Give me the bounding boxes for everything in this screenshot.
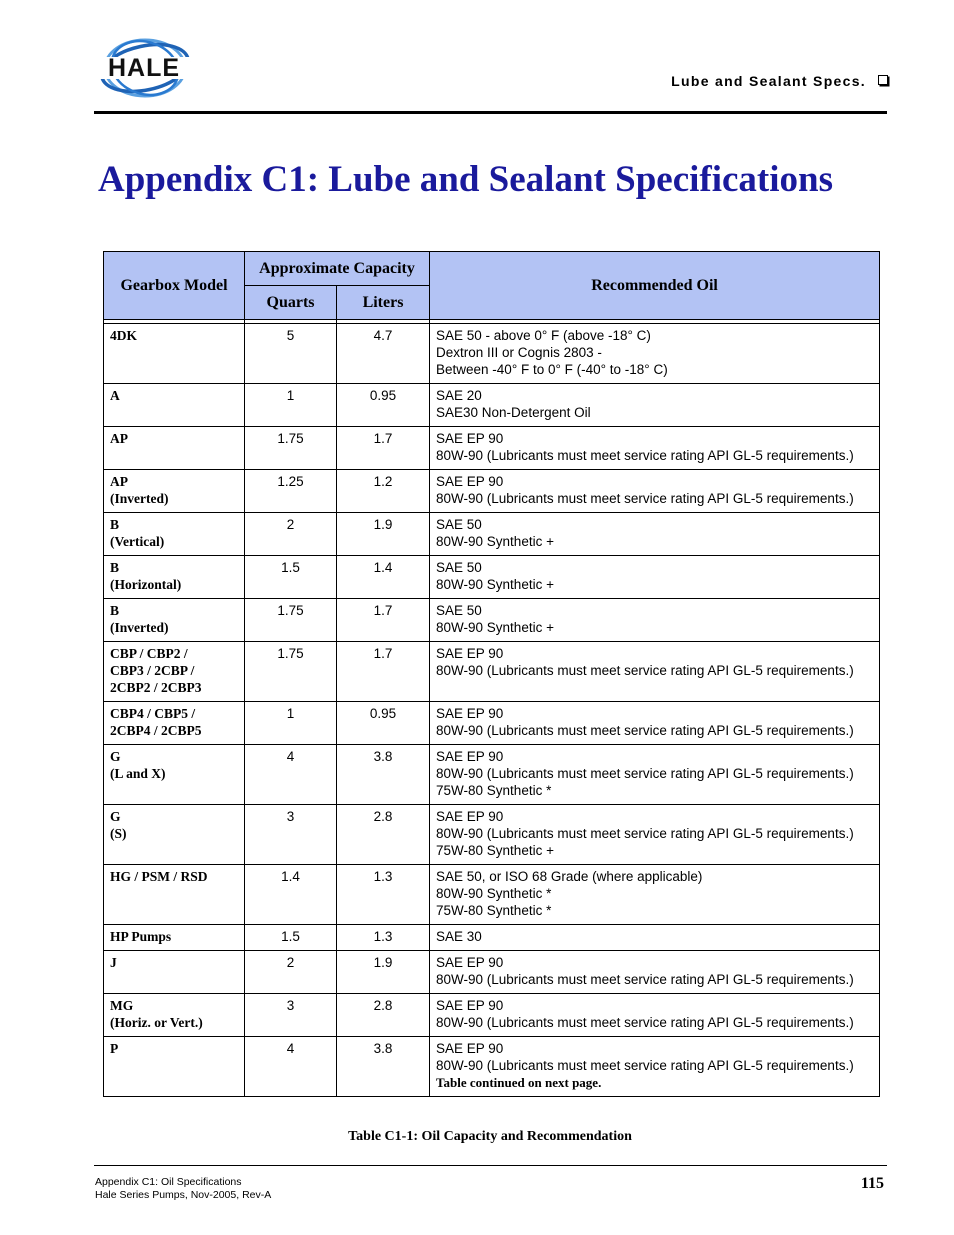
- cell-quarts: 1: [245, 384, 337, 427]
- table-row: [104, 470, 880, 513]
- model-line: 2CBP2 / 2CBP3: [110, 680, 202, 695]
- cell-liters: 1.7: [337, 642, 430, 702]
- model-line: A: [110, 388, 120, 403]
- table-row: [104, 1037, 880, 1097]
- cell-gearbox-model: [104, 951, 245, 994]
- cell-liters: 0.95: [337, 384, 430, 427]
- oil-line: 75W-80 Synthetic *: [436, 903, 552, 918]
- cell-gearbox-model: [104, 642, 245, 702]
- oil-line: 80W-90 (Lubricants must meet service rating API GL-5 requirements.): [436, 723, 854, 738]
- cell-recommended-oil: [430, 513, 880, 556]
- cell-recommended-oil: [430, 702, 880, 745]
- oil-line: SAE 50: [436, 517, 482, 532]
- cell-liters: 2.8: [337, 994, 430, 1037]
- cell-quarts: 3: [245, 994, 337, 1037]
- header-approximate-capacity: Approximate Capacity: [245, 252, 430, 286]
- oil-line: SAE EP 90: [436, 431, 504, 446]
- table-row: [104, 599, 880, 642]
- table-row: [104, 805, 880, 865]
- cell-liters: 3.8: [337, 745, 430, 805]
- table-caption: Table C1-1: Oil Capacity and Recommendation: [348, 1129, 632, 1144]
- cell-gearbox-model: [104, 384, 245, 427]
- cell-quarts: 1.25: [245, 470, 337, 513]
- model-line: 2CBP4 / 2CBP5: [110, 723, 202, 738]
- cell-quarts: 3: [245, 805, 337, 865]
- cell-quarts: 4: [245, 745, 337, 805]
- cell-recommended-oil: [430, 805, 880, 865]
- oil-line: 80W-90 (Lubricants must meet service rating API GL-5 requirements.): [436, 972, 854, 987]
- oil-line: 75W-80 Synthetic +: [436, 843, 554, 858]
- model-line: HG / PSM / RSD: [110, 869, 208, 884]
- cell-gearbox-model: [104, 513, 245, 556]
- model-line: J: [110, 955, 117, 970]
- oil-line: 80W-90 (Lubricants must meet service rating API GL-5 requirements.): [436, 491, 854, 506]
- cell-liters: 1.7: [337, 599, 430, 642]
- table-row: [104, 642, 880, 702]
- model-line: CBP3 / 2CBP /: [110, 663, 195, 678]
- cell-recommended-oil: [430, 384, 880, 427]
- cell-recommended-oil: [430, 1037, 880, 1097]
- page-title: Appendix C1: Lube and Sealant Specifications: [98, 159, 833, 200]
- cell-gearbox-model: [104, 805, 245, 865]
- table-row: [104, 324, 880, 384]
- model-line: B: [110, 603, 120, 618]
- table-row: [104, 427, 880, 470]
- cell-recommended-oil: [430, 324, 880, 384]
- cell-quarts: 1.5: [245, 925, 337, 951]
- oil-line: SAE 30: [436, 929, 482, 944]
- model-line: HP Pumps: [110, 929, 172, 944]
- oil-line: SAE 20: [436, 388, 482, 403]
- model-line: 4DK: [110, 328, 137, 343]
- model-line: (Inverted): [110, 620, 169, 635]
- oil-line: 80W-90 (Lubricants must meet service rating API GL-5 requirements.): [436, 1058, 854, 1073]
- model-line: (Inverted): [110, 491, 169, 506]
- cell-recommended-oil: [430, 470, 880, 513]
- header-quarts: Quarts: [245, 286, 337, 320]
- oil-line: SAE EP 90: [436, 998, 504, 1013]
- oil-line: 80W-90 Synthetic +: [436, 577, 554, 592]
- oil-line: SAE EP 90: [436, 1041, 504, 1056]
- model-line: B: [110, 517, 120, 532]
- oil-line: 80W-90 Synthetic +: [436, 620, 554, 635]
- cell-recommended-oil: [430, 556, 880, 599]
- oil-line: SAE 50 - above 0° F (above -18° C): [436, 328, 651, 343]
- model-line: B: [110, 560, 120, 575]
- section-label: [671, 73, 888, 89]
- cell-quarts: 2: [245, 513, 337, 556]
- cell-recommended-oil: [430, 951, 880, 994]
- cell-liters: 3.8: [337, 1037, 430, 1097]
- page-number: 115: [860, 1175, 884, 1192]
- table-body: [104, 320, 880, 1097]
- model-line: CBP / CBP2 /: [110, 646, 188, 661]
- header-liters: Liters: [337, 286, 430, 320]
- cell-quarts: 1.5: [245, 556, 337, 599]
- cell-liters: 1.3: [337, 925, 430, 951]
- cell-gearbox-model: [104, 1037, 245, 1097]
- cell-quarts: 4: [245, 1037, 337, 1097]
- cell-quarts: 5: [245, 324, 337, 384]
- cell-recommended-oil: [430, 994, 880, 1037]
- table-row: [104, 556, 880, 599]
- cell-quarts: 1.75: [245, 427, 337, 470]
- oil-line: SAE 50: [436, 603, 482, 618]
- oil-line: 80W-90 (Lubricants must meet service rating API GL-5 requirements.): [436, 766, 854, 781]
- oil-line: 80W-90 (Lubricants must meet service rating API GL-5 requirements.): [436, 448, 854, 463]
- cell-liters: 1.2: [337, 470, 430, 513]
- table-row: [104, 384, 880, 427]
- cell-gearbox-model: [104, 556, 245, 599]
- oil-line: 80W-90 (Lubricants must meet service rating API GL-5 requirements.): [436, 663, 854, 678]
- footer-rule: [94, 1165, 887, 1166]
- footer-line-1: Appendix C1: Oil Specifications: [95, 1176, 242, 1188]
- oil-line: Dextron III or Cognis 2803 -: [436, 345, 602, 360]
- header-recommended-oil: Recommended Oil: [430, 252, 880, 320]
- cell-quarts: 1.75: [245, 599, 337, 642]
- footer-info: [95, 1176, 271, 1202]
- cell-liters: 2.8: [337, 805, 430, 865]
- table-row: [104, 513, 880, 556]
- cell-gearbox-model: [104, 470, 245, 513]
- model-line: AP: [110, 474, 128, 489]
- oil-line: 75W-80 Synthetic *: [436, 783, 552, 798]
- cell-recommended-oil: [430, 599, 880, 642]
- model-line: G: [110, 809, 121, 824]
- table-row: [104, 865, 880, 925]
- model-line: MG: [110, 998, 134, 1013]
- cell-gearbox-model: [104, 324, 245, 384]
- model-line: G: [110, 749, 121, 764]
- footer-line-2: Hale Series Pumps, Nov-2005, Rev-A: [95, 1189, 272, 1201]
- cell-gearbox-model: [104, 925, 245, 951]
- oil-line: SAE EP 90: [436, 706, 504, 721]
- cell-liters: 1.7: [337, 427, 430, 470]
- cell-liters: 4.7: [337, 324, 430, 384]
- oil-line: SAE EP 90: [436, 646, 504, 661]
- model-line: (Vertical): [110, 534, 165, 549]
- oil-capacity-table: [103, 251, 880, 1097]
- oil-line: SAE EP 90: [436, 474, 504, 489]
- checkbox-bullet-icon: [878, 75, 888, 85]
- cell-gearbox-model: [104, 599, 245, 642]
- table-row: [104, 951, 880, 994]
- model-line: CBP4 / CBP5 /: [110, 706, 196, 721]
- cell-gearbox-model: [104, 865, 245, 925]
- cell-gearbox-model: [104, 745, 245, 805]
- cell-liters: 1.4: [337, 556, 430, 599]
- model-line: P: [110, 1041, 119, 1056]
- cell-liters: 1.9: [337, 951, 430, 994]
- cell-liters: 0.95: [337, 702, 430, 745]
- cell-recommended-oil: [430, 427, 880, 470]
- cell-quarts: 1.75: [245, 642, 337, 702]
- cell-liters: 1.3: [337, 865, 430, 925]
- table-row: [104, 702, 880, 745]
- model-line: AP: [110, 431, 128, 446]
- oil-line: SAE30 Non-Detergent Oil: [436, 405, 591, 420]
- cell-gearbox-model: [104, 702, 245, 745]
- cell-quarts: 1.4: [245, 865, 337, 925]
- header-gearbox-model: Gearbox Model: [104, 252, 245, 320]
- oil-line: 80W-90 Synthetic +: [436, 534, 554, 549]
- header-rule: [94, 111, 887, 114]
- section-label-text: Lube and Sealant Specs.: [671, 73, 866, 89]
- cell-recommended-oil: [430, 925, 880, 951]
- cell-recommended-oil: [430, 865, 880, 925]
- hale-logo-icon: [95, 36, 193, 100]
- oil-line: SAE 50: [436, 560, 482, 575]
- model-line: (Horiz. or Vert.): [110, 1015, 203, 1030]
- cell-quarts: 2: [245, 951, 337, 994]
- oil-line: 80W-90 (Lubricants must meet service rating API GL-5 requirements.): [436, 826, 854, 841]
- oil-line: 80W-90 (Lubricants must meet service rating API GL-5 requirements.): [436, 1015, 854, 1030]
- table-row: [104, 994, 880, 1037]
- hale-logo: [95, 36, 193, 100]
- table-row: [104, 925, 880, 951]
- cell-gearbox-model: [104, 994, 245, 1037]
- table-continued-note: Table continued on next page.: [436, 1075, 602, 1090]
- oil-line: SAE EP 90: [436, 809, 504, 824]
- oil-line: SAE EP 90: [436, 955, 504, 970]
- cell-recommended-oil: [430, 745, 880, 805]
- cell-gearbox-model: [104, 427, 245, 470]
- model-line: (S): [110, 826, 127, 841]
- oil-line: SAE EP 90: [436, 749, 504, 764]
- oil-line: 80W-90 Synthetic *: [436, 886, 552, 901]
- oil-line: SAE 50, or ISO 68 Grade (where applicable): [436, 869, 703, 884]
- model-line: (Horizontal): [110, 577, 182, 592]
- model-line: (L and X): [110, 766, 166, 781]
- oil-line: Between -40° F to 0° F (-40° to -18° C): [436, 362, 668, 377]
- logo-text: HALE: [107, 54, 181, 82]
- table-row: [104, 745, 880, 805]
- cell-liters: 1.9: [337, 513, 430, 556]
- cell-quarts: 1: [245, 702, 337, 745]
- cell-recommended-oil: [430, 642, 880, 702]
